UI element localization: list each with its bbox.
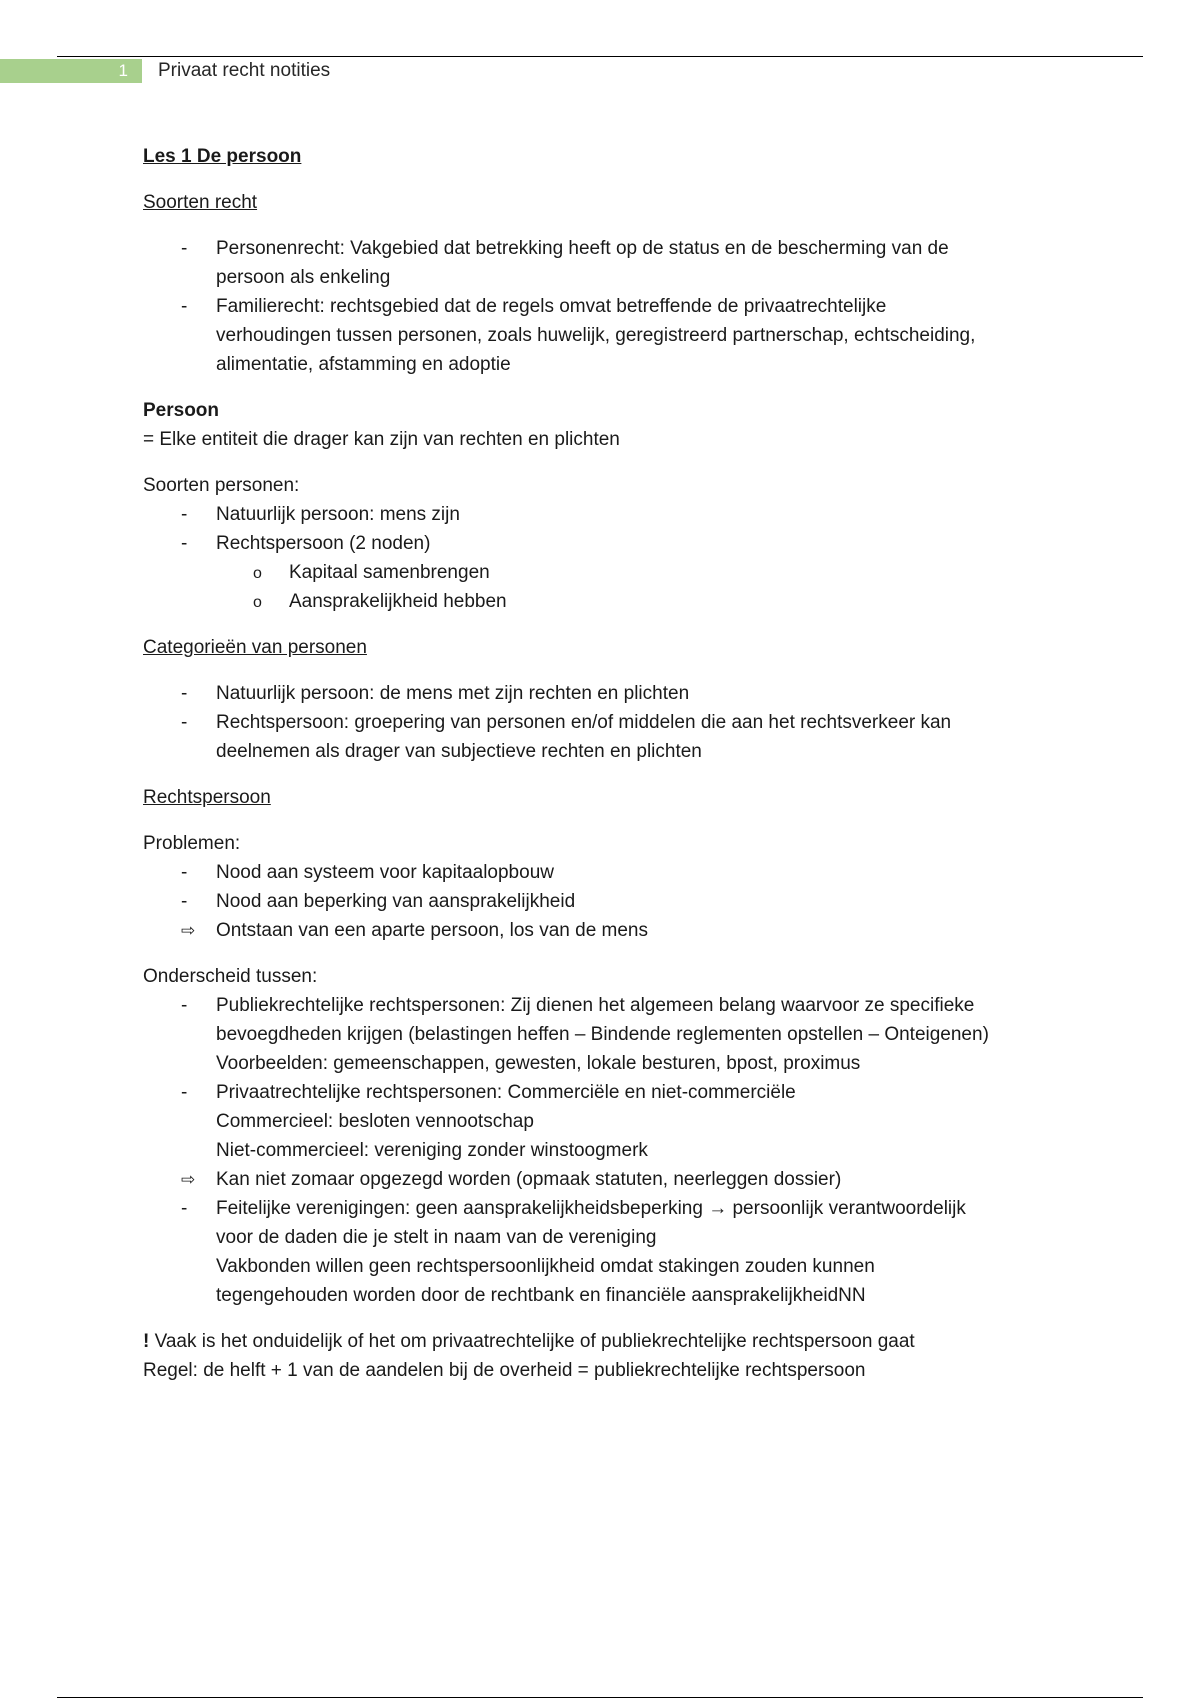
list-item: - Natuurlijk persoon: de mens met zijn rechten en plichten: [143, 679, 1073, 708]
lesson-title: Les 1 De persoon: [143, 146, 302, 167]
dash-bullet-icon: [181, 500, 201, 529]
list-item: - Rechtspersoon: groepering van personen en/of middelen die aan het rechtsverkeer kan deelnemen als drager van subjectieve rechten en plichten: [143, 708, 1073, 766]
note-line-1: ! Vaak is het onduidelijk of het om privaatrechtelijke of publiekrechtelijke rechtspersoon gaat: [143, 1331, 915, 1352]
soorten-personen-label: Soorten personen:: [143, 475, 300, 496]
document-body: [143, 142, 1073, 1385]
list-item: - Publiekrechtelijke rechtspersonen: Zij dienen het algemeen belang waarvoor ze specifieke bevoegdheden krijgen (belastingen heffen – Bindende reglementen opstellen – Onteigenen) Voorbeelden: gemeenschappen, gewesten, lokale besturen, bpost, proximus: [143, 991, 1073, 1078]
onderscheid-label: Onderscheid tussen:: [143, 966, 318, 987]
list-item: o Kapitaal samenbrengen: [143, 558, 1073, 587]
arrow-bullet-icon: [181, 916, 201, 945]
list-item: - Feitelijke verenigingen: geen aansprakelijkheidsbeperking → persoonlijk verantwoordelijk voor de daden die je stelt in naam van de vereniging Vakbonden willen geen rechtspersoonlijkheid omdat stakingen zouden kunnen tegengehouden worden door de rechtbank en financiële aansprakelijkheidNN: [143, 1194, 1073, 1310]
heading-rechtspersoon: Rechtspersoon: [143, 787, 271, 808]
list-item: - Nood aan systeem voor kapitaalopbouw: [143, 858, 1073, 887]
list-item: ⇨ Ontstaan van een aparte persoon, los van de mens: [143, 916, 1073, 945]
note-line-2: Regel: de helft + 1 van de aandelen bij de overheid = publiekrechtelijke rechtspersoon: [143, 1360, 866, 1381]
heading-categorieen: Categorieën van personen: [143, 637, 367, 658]
circle-bullet-icon: [253, 558, 273, 588]
dash-bullet-icon: [181, 991, 201, 1020]
dash-bullet-icon: [181, 529, 201, 558]
heading-persoon: Persoon: [143, 400, 220, 421]
dash-bullet-icon: [181, 1078, 201, 1107]
list-item: - Natuurlijk persoon: mens zijn: [143, 500, 1073, 529]
exclamation-mark: !: [143, 1331, 150, 1352]
persoon-definition: = Elke entiteit die drager kan zijn van rechten en plichten: [143, 429, 620, 450]
dash-bullet-icon: [181, 708, 201, 737]
list-item: - Personenrecht: Vakgebied dat betrekking heeft op de status en de bescherming van de persoon als enkeling: [143, 234, 1073, 292]
list-item: - Rechtspersoon (2 noden): [143, 529, 1073, 558]
footer-rule: [57, 1697, 1143, 1698]
dash-bullet-icon: [181, 292, 201, 321]
list-item: - Nood aan beperking van aansprakelijkheid: [143, 887, 1073, 916]
circle-bullet-icon: [253, 587, 273, 617]
problemen-label: Problemen:: [143, 833, 241, 854]
list-item: - Privaatrechtelijke rechtspersonen: Commerciële en niet-commerciële Commercieel: besloten vennootschap Niet-commercieel: vereniging zonder winstoogmerk: [143, 1078, 1073, 1165]
dash-bullet-icon: [181, 234, 201, 263]
list-item: - Familierecht: rechtsgebied dat de regels omvat betreffende de privaatrechtelijke verhoudingen tussen personen, zoals huwelijk, geregistreerd partnerschap, echtscheiding, alimentatie, afstamming en adoptie: [143, 292, 1073, 379]
arrow-bullet-icon: [181, 1165, 201, 1194]
header-rule: [57, 56, 1143, 57]
list-item: ⇨ Kan niet zomaar opgezegd worden (opmaak statuten, neerleggen dossier): [143, 1165, 1073, 1194]
dash-bullet-icon: [181, 858, 201, 887]
dash-bullet-icon: [181, 679, 201, 708]
page-number: 1: [0, 59, 142, 83]
dash-bullet-icon: [181, 887, 201, 916]
list-item: o Aansprakelijkheid hebben: [143, 587, 1073, 616]
heading-soorten-recht: Soorten recht: [143, 192, 258, 213]
header-title: Privaat recht notities: [158, 60, 331, 81]
dash-bullet-icon: [181, 1194, 201, 1223]
